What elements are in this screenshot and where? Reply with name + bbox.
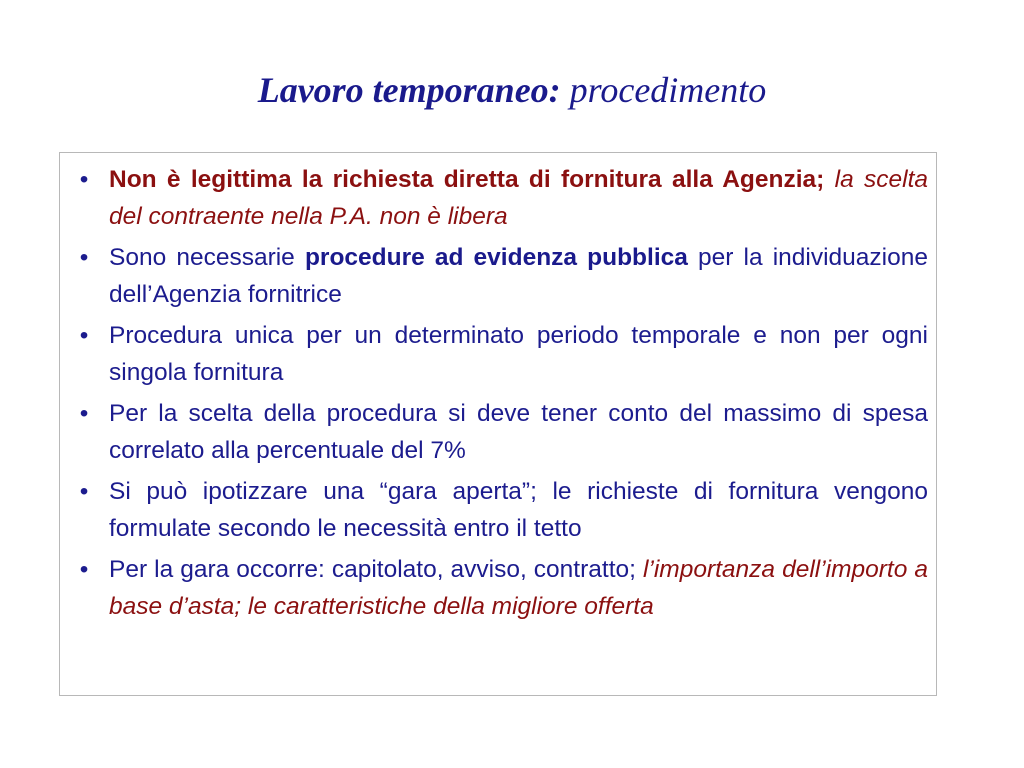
bullet-2-bold-text: procedure ad evidenza pubblica bbox=[304, 244, 688, 271]
slide-title-main: Lavoro temporaneo: bbox=[257, 70, 561, 110]
bullet-4-text: Per la scelta della procedura si deve tener conto del massimo di spesa correlato alla percentuale del 7% bbox=[109, 400, 928, 464]
bullet-item-5 bbox=[72, 473, 928, 547]
bullet-icon: • bbox=[79, 244, 89, 271]
bullet-2-text-before: Sono necessarie bbox=[109, 244, 295, 271]
slide-title-sub: procedimento bbox=[569, 70, 767, 110]
bullet-list bbox=[72, 161, 928, 629]
bullet-1-bold-text: Non è legittima la richiesta diretta di fornitura alla Agenzia; bbox=[109, 166, 825, 193]
bullet-item-2 bbox=[72, 239, 928, 313]
bullet-1-italic-text: la scelta del contraente nella P.A. non è libera bbox=[109, 166, 928, 230]
bullet-item-6 bbox=[72, 551, 928, 625]
bullet-item-3 bbox=[72, 317, 928, 391]
bullet-3-text: Procedura unica per un determinato periodo temporale e non per ogni singola fornitura bbox=[109, 322, 928, 386]
bullet-item-1 bbox=[72, 161, 928, 235]
bullet-icon: • bbox=[79, 322, 89, 349]
bullet-item-4 bbox=[72, 395, 928, 469]
bullet-icon: • bbox=[79, 400, 89, 427]
bullet-2-text-after: per la individuazione dell’Agenzia fornitrice bbox=[109, 244, 928, 308]
bullet-5-text: Si può ipotizzare una “gara aperta”; le richieste di fornitura vengono formulate secondo le necessità entro il tetto bbox=[109, 478, 928, 542]
bullet-icon: • bbox=[79, 166, 89, 193]
bullet-icon: • bbox=[79, 478, 89, 505]
bullet-6-text-before: Per la gara occorre: capitolato, avviso, contratto; bbox=[109, 556, 636, 583]
bullet-icon: • bbox=[79, 556, 89, 583]
slide-title bbox=[0, 66, 1024, 114]
content-box bbox=[59, 152, 937, 696]
bullet-6-italic-text: l’importanza dell’importo a base d’asta; le caratteristiche della migliore offerta bbox=[109, 556, 928, 620]
